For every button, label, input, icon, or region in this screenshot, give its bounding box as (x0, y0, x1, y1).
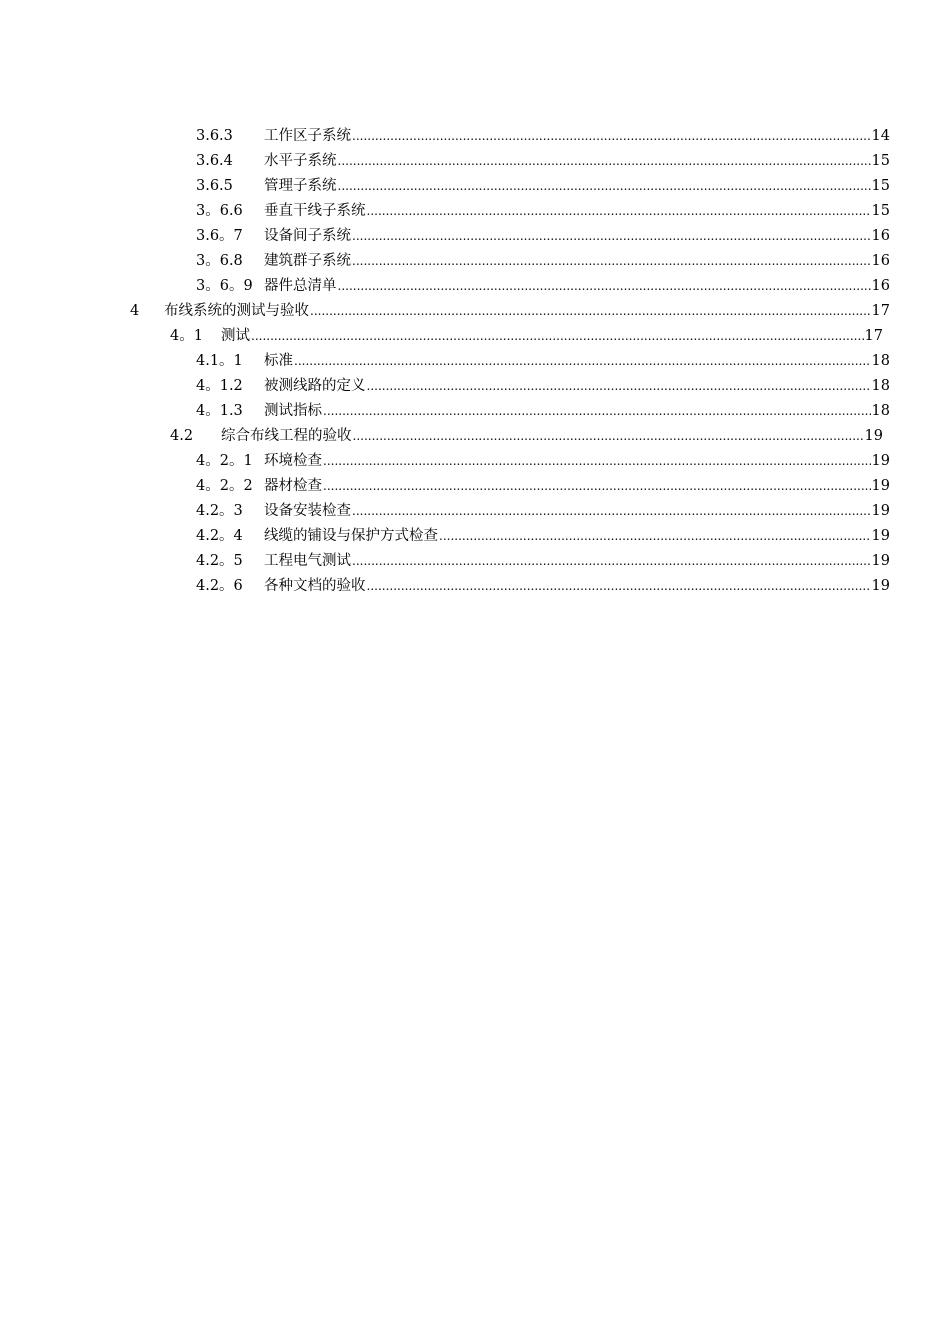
toc-entry-4-2-3[interactable] (0, 499, 950, 524)
toc-entry-title: 工作区子系统 (264, 124, 351, 149)
toc-entry-title: 工程电气测试 (264, 549, 351, 574)
toc-dot-leader (294, 349, 871, 374)
toc-entry-number: 4。1 (170, 328, 203, 344)
toc-entry-number: 4。1.3 (196, 403, 243, 419)
toc-entry-number: 3.6.3 (196, 128, 233, 144)
toc-entry-number: 3.6.5 (196, 178, 233, 194)
toc-entry-title: 器材检查 (264, 474, 322, 499)
toc-entry-title: 环境检查 (264, 449, 322, 474)
toc-entry-page: 19 (871, 478, 890, 494)
toc-entry-title: 测试指标 (264, 399, 322, 424)
toc-entry-title: 垂直干线子系统 (264, 199, 366, 224)
toc-entry-page: 17 (871, 303, 890, 319)
toc-entry-page: 16 (871, 278, 890, 294)
toc-entry-page: 15 (871, 153, 890, 169)
toc-entry-4-1[interactable] (0, 324, 950, 349)
toc-entry-4-1-1[interactable] (0, 349, 950, 374)
toc-entry-number: 4.2 (170, 428, 194, 444)
toc-entry-4-2-2[interactable] (0, 474, 950, 499)
toc-entry-page: 15 (871, 203, 890, 219)
toc-entry-4-1-3[interactable] (0, 399, 950, 424)
toc-entry-page: 19 (871, 503, 890, 519)
toc-entry-page: 16 (871, 228, 890, 244)
toc-entry-number: 4。1.2 (196, 378, 243, 394)
toc-entry-4-2-6[interactable] (0, 574, 950, 599)
toc-entry-title: 标准 (264, 349, 293, 374)
toc-dot-leader (352, 224, 871, 249)
toc-entry-title: 管理子系统 (264, 174, 337, 199)
toc-dot-leader (367, 374, 871, 399)
toc-entry-page: 18 (871, 378, 890, 394)
toc-entry-number: 4。2。1 (196, 453, 253, 469)
toc-entry-3-6-9[interactable] (0, 274, 950, 299)
toc-entry-number: 4 (130, 303, 140, 319)
toc-entry-3-6-5[interactable] (0, 174, 950, 199)
toc-entry-title: 设备间子系统 (264, 224, 351, 249)
toc-entry-title: 线缆的铺设与保护方式检查 (264, 524, 438, 549)
toc-entry-title: 各种文档的验收 (264, 574, 366, 599)
table-of-contents (0, 124, 950, 599)
toc-dot-leader (338, 149, 871, 174)
toc-entry-page: 16 (871, 253, 890, 269)
toc-entry-title: 设备安装检查 (264, 499, 351, 524)
toc-entry-title: 建筑群子系统 (264, 249, 351, 274)
toc-dot-leader (323, 399, 871, 424)
toc-entry-page: 19 (871, 553, 890, 569)
toc-dot-leader (323, 449, 871, 474)
toc-dot-leader (352, 249, 871, 274)
toc-entry-title: 测试 (221, 324, 250, 349)
toc-dot-leader (323, 474, 871, 499)
toc-entry-3-6-8[interactable] (0, 249, 950, 274)
toc-entry-number: 3。6.6 (196, 203, 243, 219)
toc-entry-3-6-7[interactable] (0, 224, 950, 249)
toc-entry-page: 19 (871, 453, 890, 469)
toc-entry-3-6-3[interactable] (0, 124, 950, 149)
toc-entry-page: 14 (871, 128, 890, 144)
toc-entry-3-6-4[interactable] (0, 149, 950, 174)
toc-entry-title: 布线系统的测试与验收 (164, 299, 309, 324)
toc-dot-leader (367, 199, 871, 224)
toc-entry-page: 19 (871, 578, 890, 594)
toc-entry-title: 被测线路的定义 (264, 374, 366, 399)
toc-entry-page: 17 (864, 328, 883, 344)
toc-entry-4-2-4[interactable] (0, 524, 950, 549)
toc-entry-3-6-6[interactable] (0, 199, 950, 224)
toc-entry-page: 18 (871, 403, 890, 419)
toc-entry-number: 3。6。9 (196, 278, 253, 294)
toc-entry-page: 18 (871, 353, 890, 369)
toc-entry-page: 19 (871, 528, 890, 544)
toc-dot-leader (338, 174, 871, 199)
toc-dot-leader (251, 324, 864, 349)
toc-entry-number: 3.6.4 (196, 153, 233, 169)
toc-entry-4-1-2[interactable] (0, 374, 950, 399)
toc-entry-number: 4.2。3 (196, 503, 243, 519)
toc-dot-leader (352, 549, 871, 574)
toc-entry-number: 3。6.8 (196, 253, 243, 269)
toc-entry-page: 19 (864, 428, 883, 444)
toc-dot-leader (352, 124, 871, 149)
toc-entry-number: 4.2。5 (196, 553, 243, 569)
toc-entry-4-2[interactable] (0, 424, 950, 449)
toc-entry-page: 15 (871, 178, 890, 194)
toc-entry-number: 4.1。1 (196, 353, 243, 369)
toc-dot-leader (310, 299, 871, 324)
toc-dot-leader (439, 524, 871, 549)
toc-entry-4-2-1[interactable] (0, 449, 950, 474)
toc-entry-number: 4。2。2 (196, 478, 253, 494)
toc-entry-number: 4.2。4 (196, 528, 243, 544)
toc-entry-4-2-5[interactable] (0, 549, 950, 574)
toc-dot-leader (353, 424, 864, 449)
toc-dot-leader (338, 274, 871, 299)
toc-entry-title: 水平子系统 (264, 149, 337, 174)
toc-entry-number: 4.2。6 (196, 578, 243, 594)
toc-dot-leader (367, 574, 871, 599)
toc-entry-number: 3.6。7 (196, 228, 243, 244)
toc-entry-title: 综合布线工程的验收 (221, 424, 352, 449)
toc-dot-leader (352, 499, 871, 524)
toc-entry-title: 器件总清单 (264, 274, 337, 299)
toc-entry-4[interactable] (0, 299, 950, 324)
